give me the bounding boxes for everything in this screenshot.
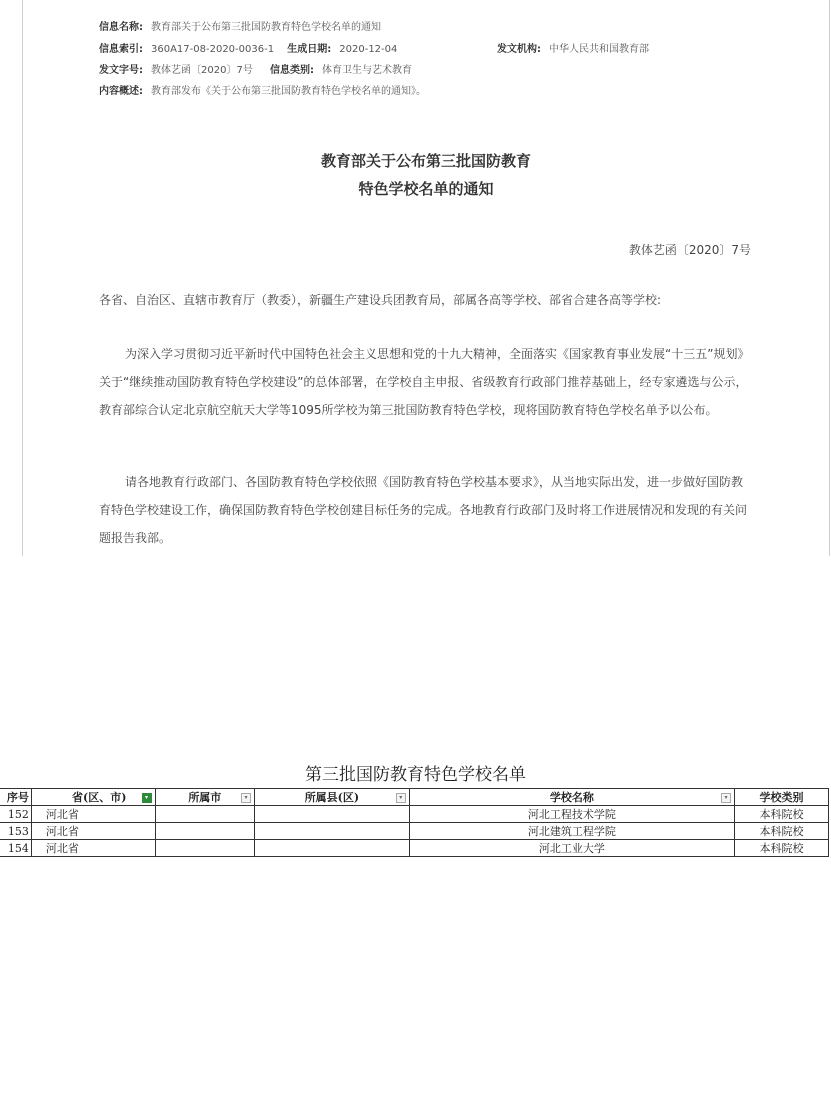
header-seq[interactable]: [0, 789, 31, 806]
header-county[interactable]: [255, 789, 410, 806]
filter-dropdown-icon[interactable]: ▾: [721, 793, 731, 803]
header-city[interactable]: [155, 789, 255, 806]
meta-row-index: [99, 40, 397, 55]
header-label: 序号: [6, 791, 29, 804]
cell-city[interactable]: [155, 823, 255, 840]
paragraph-1: 为深入学习贯彻习近平新时代中国特色社会主义思想和党的十九大精神，全面落实《国家教育事业发展“十三五”规划》关于“继续推动国防教育特色学校建设”的总体部署，在学校自主申报、省级教育行政部门推荐基础上，经专家遴选与公示，教育部综合认定北京航空航天大学等1095所学校为第三批国防教育特色学校，现将国防教育特色学校名单予以公布。: [99, 347, 748, 417]
paragraph-2: 请各地教育行政部门、各国防教育特色学校依照《国防教育特色学校基本要求》，从当地实际出发，进一步做好国防教育特色学校建设工作，确保国防教育特色学校创建目标任务的完成。各地教育行政部门及时将工作进展情况和发现的有关问题报告我部。: [99, 475, 748, 545]
header-label: 所属县(区): [304, 791, 360, 804]
notice-document: [22, 0, 830, 556]
school-list-table: [0, 788, 829, 857]
cell-county[interactable]: [255, 806, 410, 823]
salutation: 各省、自治区、直辖市教育厅（教委），新疆生产建设兵团教育局，部属各高等学校、部省合建各高等学校:: [99, 293, 662, 307]
meta-label: 信息名称:: [99, 22, 143, 33]
table-row[interactable]: [0, 823, 829, 840]
header-label: 省(区、市): [71, 791, 127, 804]
header-type[interactable]: [735, 789, 829, 806]
header-school[interactable]: [409, 789, 734, 806]
meta-issuer: [497, 40, 649, 55]
cell-type[interactable]: 本科院校: [735, 840, 829, 857]
meta-value: 2020-12-04: [339, 44, 398, 55]
cell-province[interactable]: 河北省: [31, 806, 155, 823]
header-label: 学校类别: [759, 791, 804, 804]
filter-active-icon[interactable]: ▾: [142, 793, 152, 803]
cell-seq[interactable]: 152: [0, 806, 31, 823]
meta-summary: [99, 82, 426, 97]
header-label: 学校名称: [549, 791, 594, 804]
meta-label: 信息索引:: [99, 44, 143, 55]
filter-dropdown-icon[interactable]: ▾: [241, 793, 251, 803]
cell-county[interactable]: [255, 840, 410, 857]
meta-label: 信息类别:: [270, 65, 314, 76]
cell-type[interactable]: 本科院校: [735, 823, 829, 840]
cell-type[interactable]: 本科院校: [735, 806, 829, 823]
meta-value: 体育卫生与艺术教育: [322, 65, 412, 76]
meta-label: 内容概述:: [99, 86, 143, 97]
cell-seq[interactable]: 153: [0, 823, 31, 840]
document-title-line1: 教育部关于公布第三批国防教育: [320, 152, 531, 170]
header-label: 所属市: [188, 791, 222, 804]
cell-province[interactable]: 河北省: [31, 823, 155, 840]
meta-label: 生成日期:: [287, 44, 332, 55]
meta-label: 发文字号:: [99, 65, 143, 76]
sheet-title: 第三批国防教育特色学校名单: [305, 765, 526, 785]
meta-info-name: [99, 18, 381, 33]
meta-value: 教体艺函〔2020〕7号: [151, 65, 253, 76]
cell-county[interactable]: [255, 823, 410, 840]
meta-label: 发文机构:: [497, 44, 541, 55]
meta-value: 360A17-08-2020-0036-1: [151, 44, 275, 55]
cell-city[interactable]: [155, 806, 255, 823]
meta-row-docno: [99, 61, 412, 76]
meta-value: 教育部关于公布第三批国防教育特色学校名单的通知: [151, 22, 381, 33]
cell-province[interactable]: 河北省: [31, 840, 155, 857]
filter-dropdown-icon[interactable]: ▾: [396, 793, 406, 803]
meta-value: 教育部发布《关于公布第三批国防教育特色学校名单的通知》。: [151, 86, 426, 97]
cell-city[interactable]: [155, 840, 255, 857]
document-title-line2: 特色学校名单的通知: [358, 180, 494, 198]
cell-seq[interactable]: 154: [0, 840, 31, 857]
meta-value: 中华人民共和国教育部: [549, 44, 649, 55]
document-number: 教体艺函〔2020〕7号: [628, 243, 751, 257]
table-row[interactable]: [0, 806, 829, 823]
cell-school[interactable]: 河北工程技术学院: [409, 806, 734, 823]
cell-school[interactable]: 河北工业大学: [409, 840, 734, 857]
header-province[interactable]: [31, 789, 155, 806]
cell-school[interactable]: 河北建筑工程学院: [409, 823, 734, 840]
table-row[interactable]: [0, 840, 829, 857]
table-header-row: [0, 789, 829, 806]
